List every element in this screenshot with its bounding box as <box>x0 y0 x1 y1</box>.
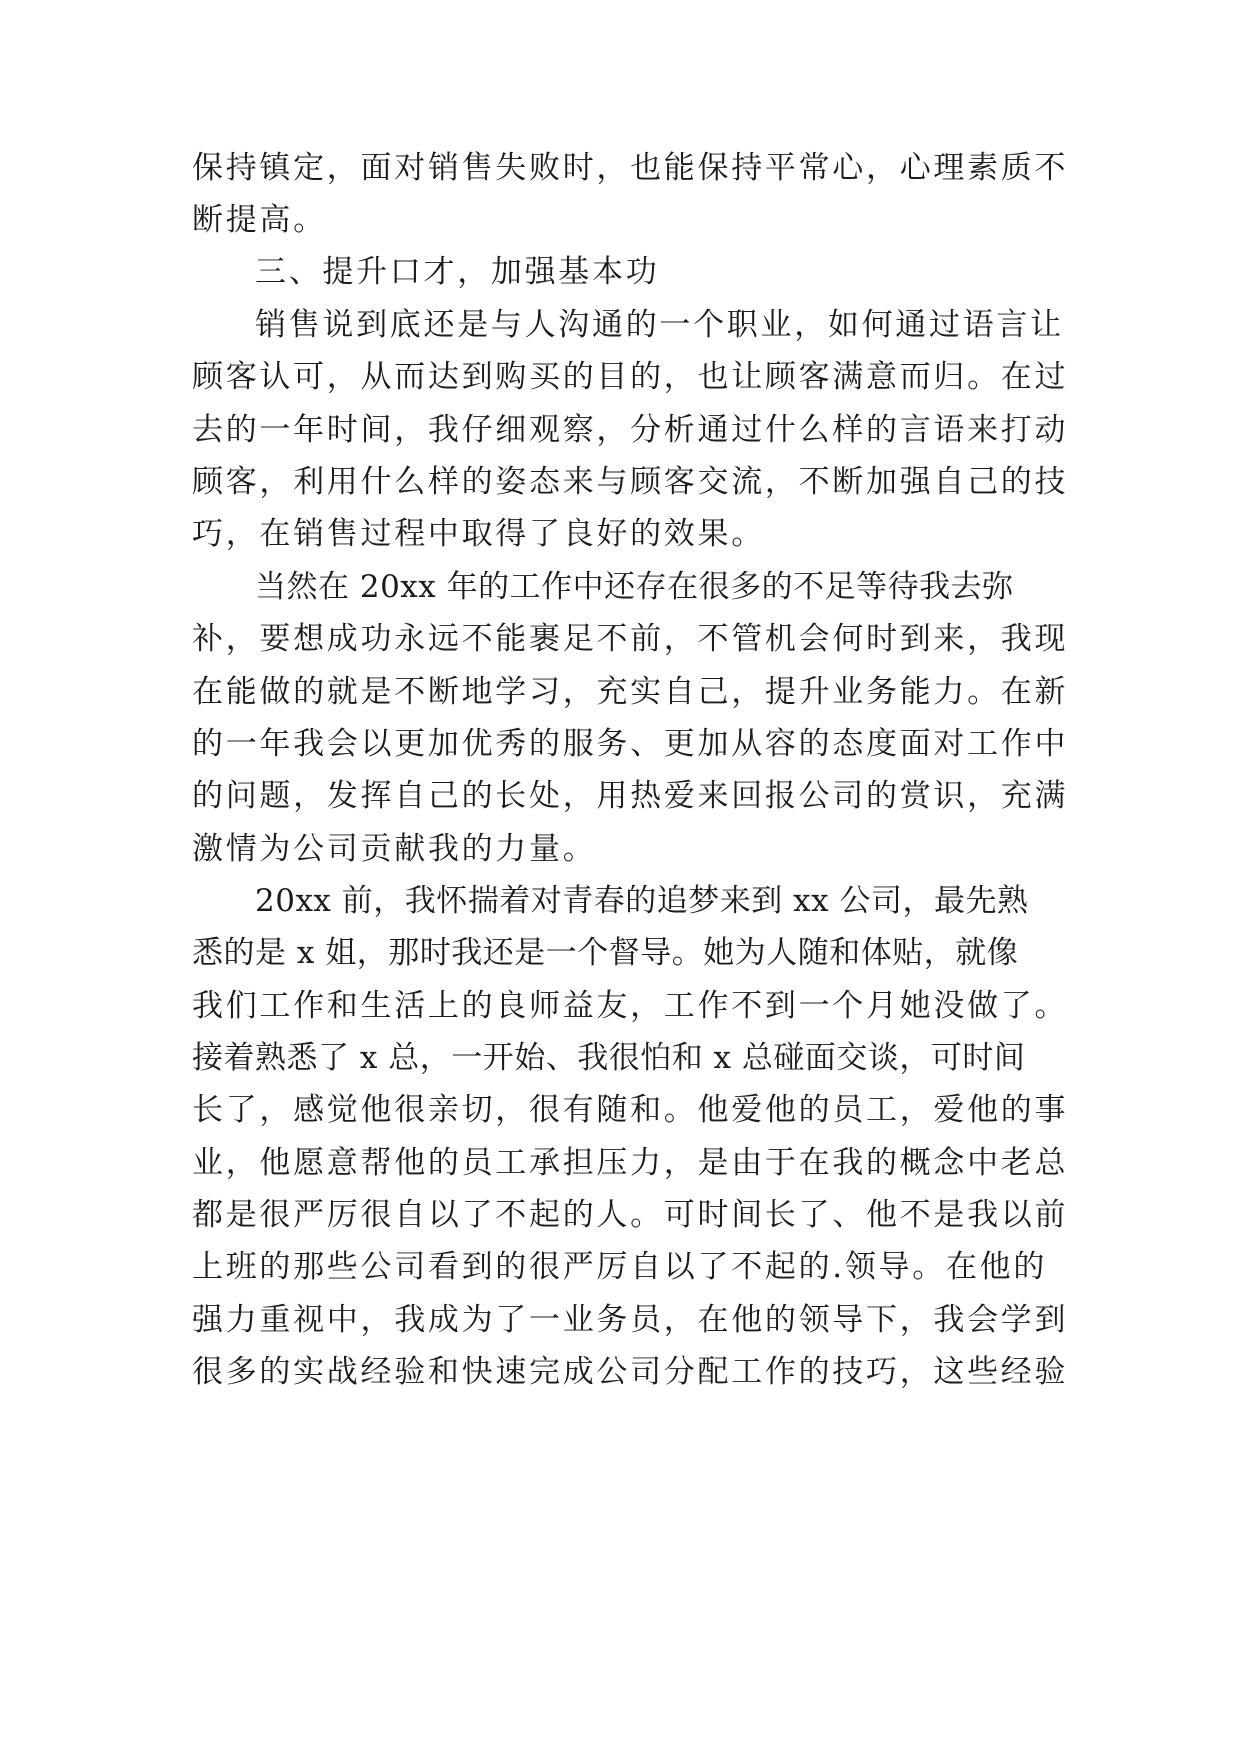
paragraph-5-line-5: 长了，感觉他很亲切，很有随和。他爱他的员工，爱他的事 <box>192 1092 1069 1128</box>
paragraph-5-line-4: 接着熟悉了 x 总，一开始、我很怕和 x 总碰面交谈，可时间 <box>192 1040 1026 1076</box>
paragraph-3-line-3: 去的一年时间，我仔细观察，分析通过什么样的言语来打动 <box>192 412 1069 448</box>
paragraph-3-line-1: 销售说到底还是与人沟通的一个职业，如何通过语言让 <box>255 307 1064 343</box>
paragraph-5-line-7: 都是很严厉很自以了不起的人。可时间长了、他不是我以前 <box>192 1197 1069 1233</box>
paragraph-5-line-10: 很多的实战经验和快速完成公司分配工作的技巧，这些经验 <box>192 1354 1069 1390</box>
paragraph-5-line-8: 上班的那些公司看到的很严厉自以了不起的.领导。在他的 <box>192 1249 1048 1285</box>
paragraph-5-line-1: 20xx 前，我怀揣着对青春的追梦来到 xx 公司，最先熟 <box>255 883 1029 919</box>
paragraph-5-line-9: 强力重视中，我成为了一业务员，在他的领导下，我会学到 <box>192 1302 1069 1338</box>
paragraph-5-line-6: 业，他愿意帮他的员工承担压力，是由于在我的概念中老总 <box>192 1145 1069 1181</box>
paragraph-4-line-5: 的问题，发挥自己的长处，用热爱来回报公司的赏识，充满 <box>192 778 1069 814</box>
paragraph-4-line-6: 激情为公司贡献我的力量。 <box>192 831 597 867</box>
paragraph-5-line-2: 悉的是 x 姐，那时我还是一个督导。她为人随和体贴，就像 <box>192 935 1019 971</box>
paragraph-3-line-4: 顾客，利用什么样的姿态来与顾客交流，不断加强自己的技 <box>192 464 1069 500</box>
paragraph-5-line-3: 我们工作和生活上的良师益友，工作不到一个月她没做了。 <box>192 988 1069 1024</box>
paragraph-4-line-1: 当然在 20xx 年的工作中还存在很多的不足等待我去弥 <box>255 569 1014 605</box>
paragraph-3-line-2: 顾客认可，从而达到购买的目的，也让顾客满意而归。在过 <box>192 359 1069 395</box>
section-heading: 三、提升口才，加强基本功 <box>255 254 660 290</box>
paragraph-4-line-4: 的一年我会以更加优秀的服务、更加从容的态度面对工作中 <box>192 726 1069 762</box>
paragraph-4-line-3: 在能做的就是不断地学习，充实自己，提升业务能力。在新 <box>192 674 1069 710</box>
paragraph-4-line-2: 补，要想成功永远不能裹足不前，不管机会何时到来，我现 <box>192 621 1069 657</box>
paragraph-1-line-1: 保持镇定，面对销售失败时，也能保持平常心，心理素质不 <box>192 150 1069 186</box>
paragraph-3-line-5: 巧，在销售过程中取得了良好的效果。 <box>192 516 765 552</box>
paragraph-1-line-2: 断提高。 <box>192 202 327 238</box>
